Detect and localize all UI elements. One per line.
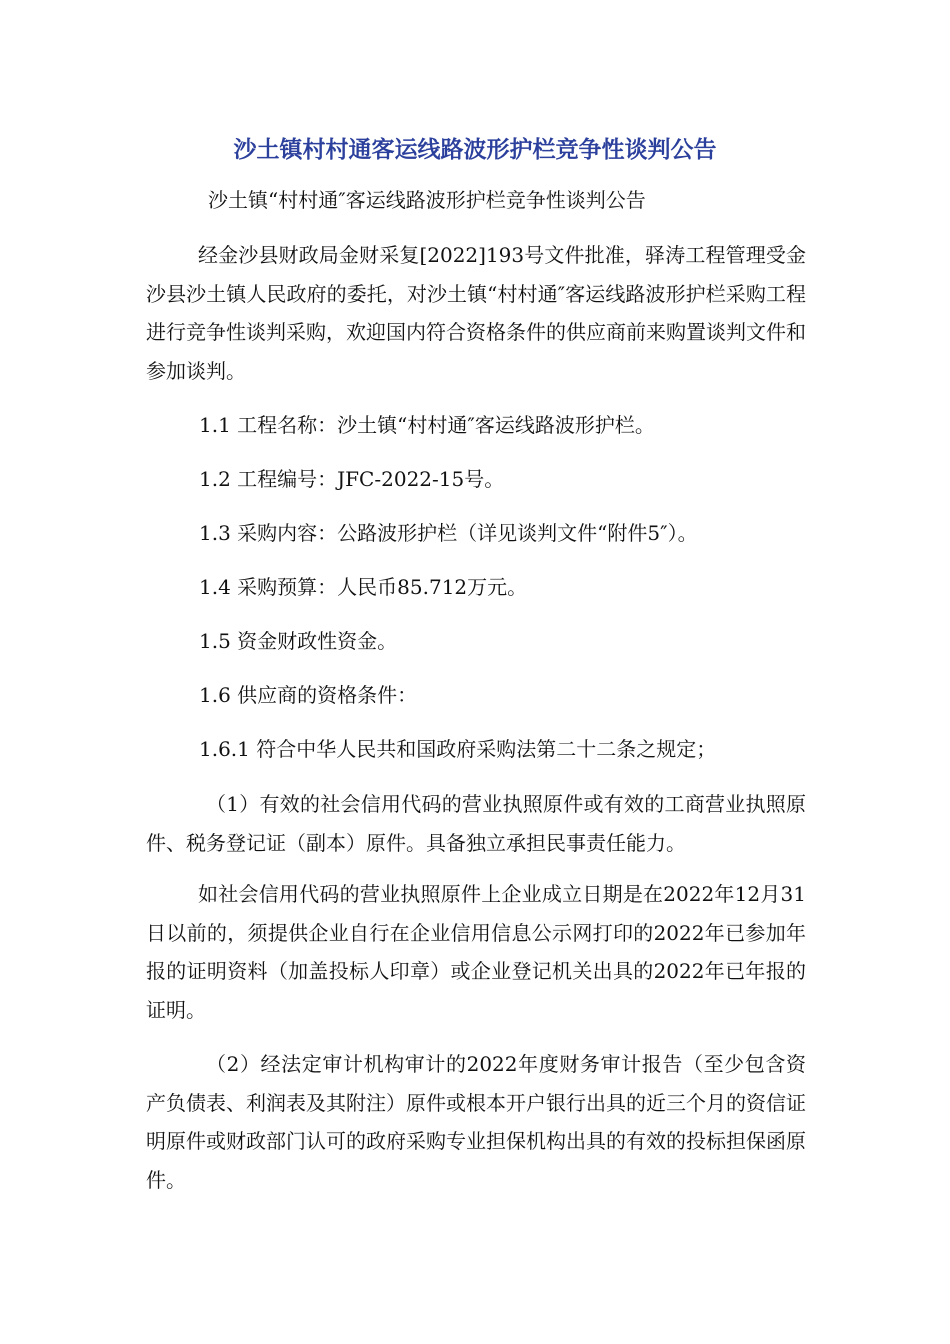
requirement-financial-audit: （2）经法定审计机构审计的2022年度财务审计报告（至少包含资产负债表、利润表及其附注）原件或根本开户银行出具的近三个月的资信证明原件或财政部门认可的政府采购专业担保机构出具的有效的投标担保函原件。	[146, 1052, 806, 1192]
document-subtitle: 沙土镇“村村通″客运线路波形护栏竞争性谈判公告	[208, 188, 646, 212]
requirement-business-license: （1）有效的社会信用代码的营业执照原件或有效的工商营业执照原件、税务登记证（副本）原件。具备独立承担民事责任能力。	[146, 792, 806, 855]
intro-paragraph: 经金沙县财政局金财采复[2022]193号文件批准，驿涛工程管理受金沙县沙土镇人民政府的委托，对沙土镇“村村通″客运线路波形护栏采购工程进行竞争性谈判采购，欢迎国内符合资格条件的供应商前来购置谈判文件和参加谈判。	[146, 243, 806, 383]
item-project-name: 1.1 工程名称：沙土镇“村村通″客运线路波形护栏。	[199, 413, 655, 437]
document-title: 沙土镇村村通客运线路波形护栏竞争性谈判公告	[233, 137, 717, 163]
item-qualification-law: 1.6.1 符合中华人民共和国政府采购法第二十二条之规定；	[199, 737, 717, 761]
item-procurement-content: 1.3 采购内容：公路波形护栏（详见谈判文件“附件5″）。	[199, 521, 698, 545]
item-project-number: 1.2 工程编号：JFC-2022-15号。	[199, 467, 505, 491]
item-fund-source: 1.5 资金财政性资金。	[199, 629, 398, 653]
requirement-annual-report-note: 如社会信用代码的营业执照原件上企业成立日期是在2022年12月31日以前的，须提供企业自行在企业信用信息公示网打印的2022年已参加年报的证明资料（加盖投标人印章）或企业登记机关出具的2022年已年报的证明。	[146, 882, 806, 1022]
item-procurement-budget: 1.4 采购预算：人民币85.712万元。	[199, 575, 528, 599]
item-supplier-qualifications: 1.6 供应商的资格条件：	[199, 683, 418, 707]
